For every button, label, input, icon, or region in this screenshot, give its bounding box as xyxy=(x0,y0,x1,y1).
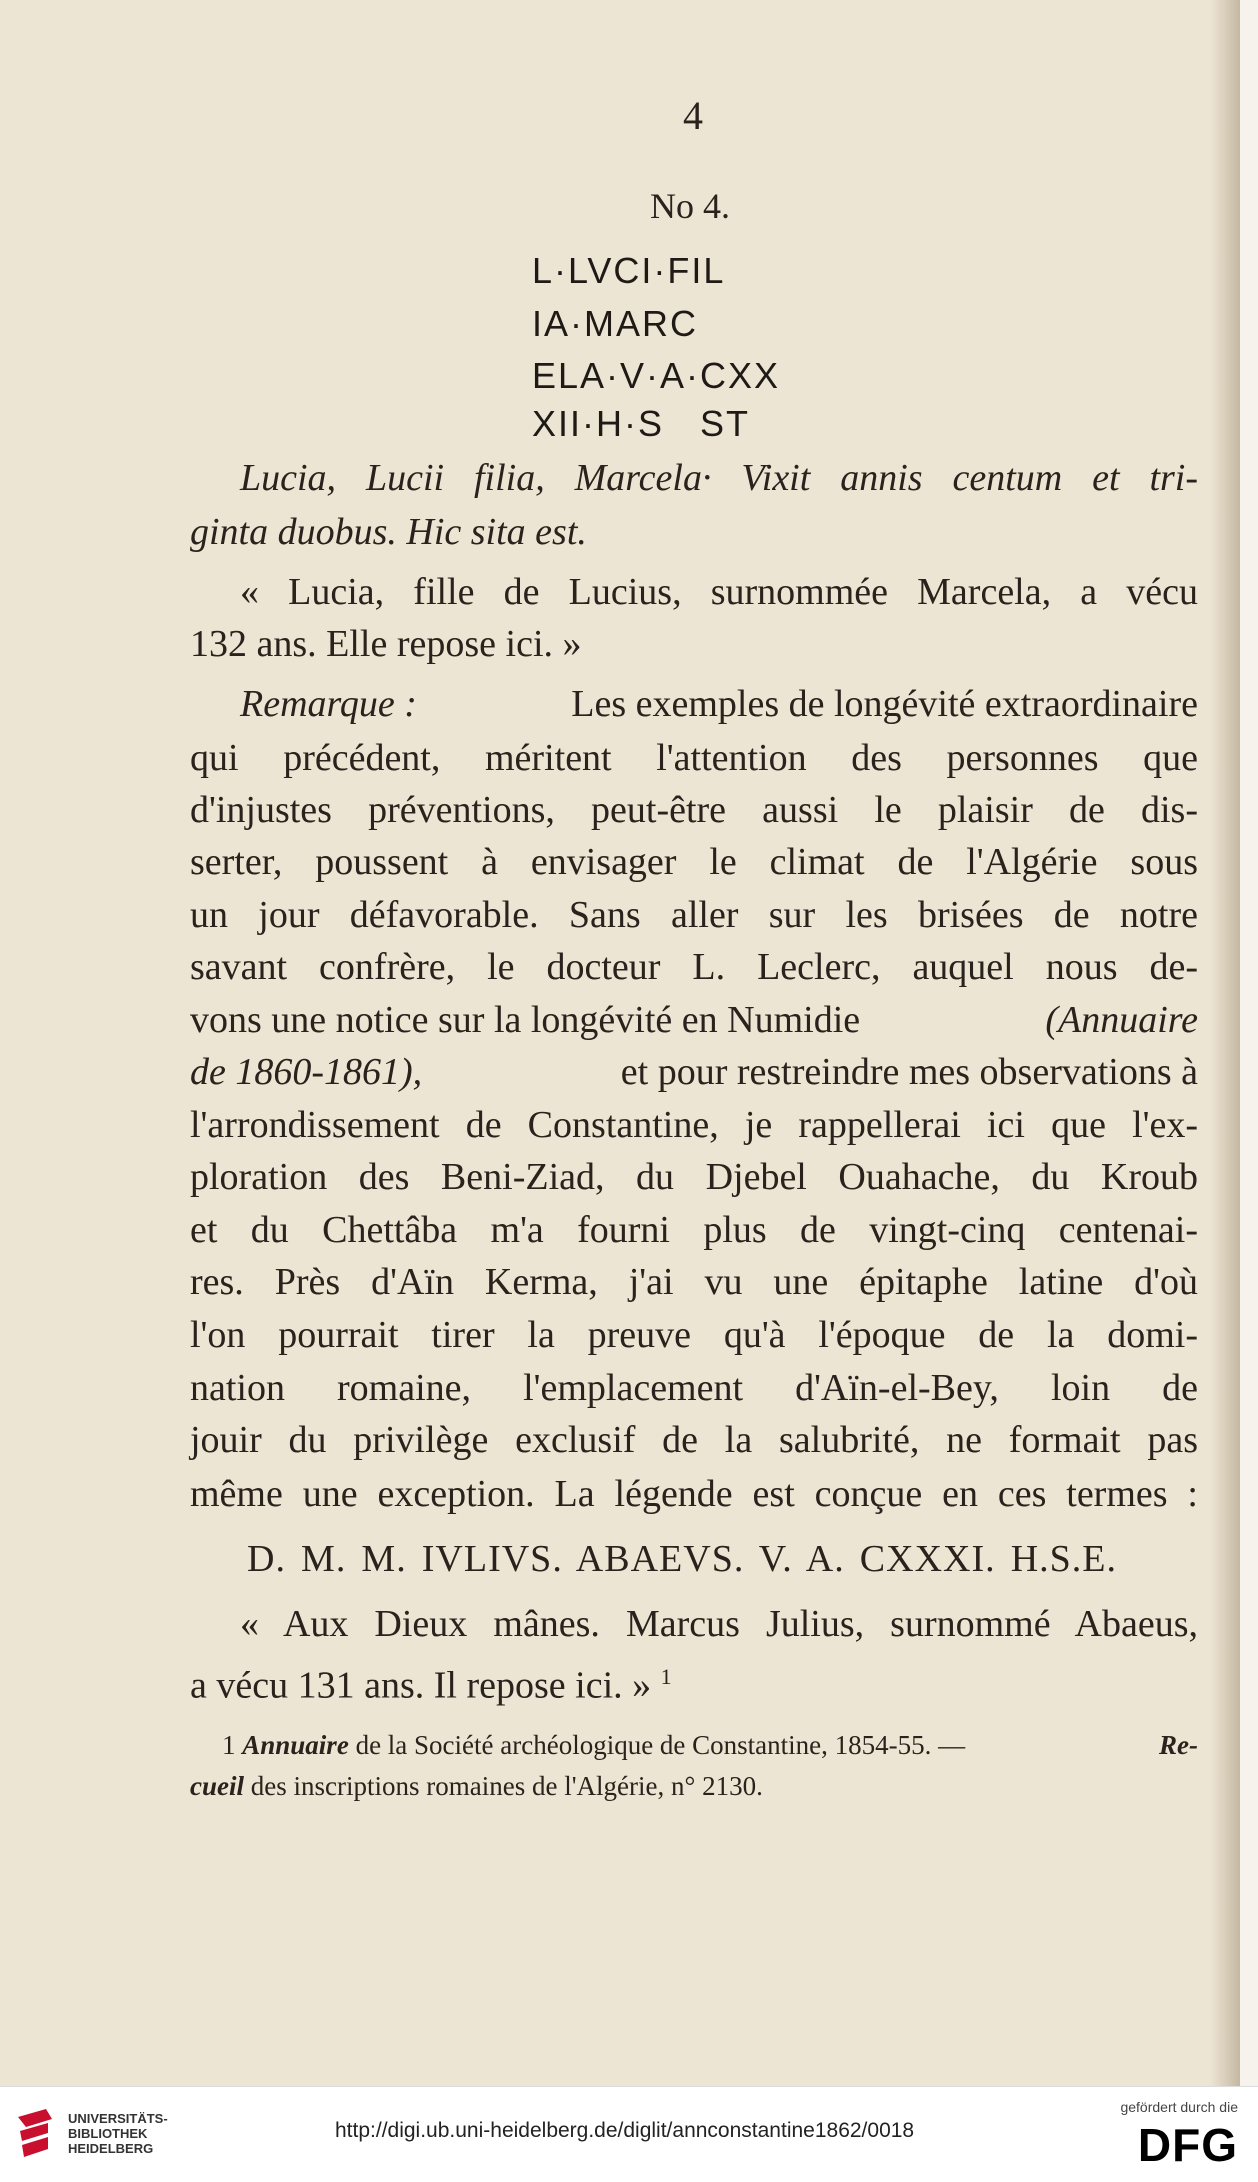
permalink-url[interactable]: http://digi.ub.uni-heidelberg.de/diglit/annconstantine1862/0018 xyxy=(335,2119,915,2142)
inscription-line: ELA·V·A·CXX xyxy=(532,355,781,396)
library-name xyxy=(68,2111,168,2156)
epitaph-translation-text: a vécu 131 ans. Il repose ici. » xyxy=(190,1664,652,1707)
inscription-number: No 4. xyxy=(650,186,730,226)
epitaph-translation-line: « Aux Dieux mânes. Marcus Julius, surnommé Abaeus, xyxy=(240,1603,1198,1645)
french-translation-line: « Lucia, fille de Lucius, surnommée Marcela, a vécu xyxy=(240,571,1198,613)
body-line: ploration des Beni-Ziad, du Djebel Ouahache, du Kroub xyxy=(190,1156,1198,1198)
body-line: jouir du privilège exclusif de la salubrité, ne formait pas xyxy=(190,1419,1198,1461)
body-line: même une exception. La légende est conçue en ces termes : xyxy=(190,1473,1198,1515)
footnote-recueil-start: Re- xyxy=(1159,1730,1198,1760)
funded-by-label: gefördert durch die xyxy=(1120,2099,1238,2115)
body-line-text: vons une notice sur la longévité en Numidie xyxy=(190,999,861,1041)
page-number: 4 xyxy=(683,93,703,138)
annuaire-years: de 1860-1861), xyxy=(190,1051,423,1093)
footnote-marker: 1 xyxy=(660,1664,672,1689)
body-line: d'injustes préventions, peut-être aussi le plaisir de dis- xyxy=(190,789,1198,831)
footnote-text: de la Société archéologique de Constantine, 1854-55. — xyxy=(355,1730,966,1760)
body-line: un jour défavorable. Sans aller sur les brisées de notre xyxy=(190,894,1198,936)
body-line: res. Près d'Aïn Kerma, j'ai vu une épitaphe latine d'où xyxy=(190,1261,1198,1303)
latin-translation-line: ginta duobus. Hic sita est. xyxy=(190,511,587,553)
body-line: l'on pourrait tirer la preuve qu'à l'époque de la domi- xyxy=(190,1314,1198,1356)
epitaph-translation-line xyxy=(190,1653,672,1710)
french-translation-line: 132 ans. Elle repose ici. » xyxy=(190,623,582,665)
inscription-line: XII·H·S ST xyxy=(532,403,751,444)
remarque-label: Remarque : xyxy=(240,683,417,725)
body-line xyxy=(190,996,1198,1044)
library-name-line: UNIVERSITÄTS- xyxy=(68,2111,168,2126)
body-line-text: et pour restreindre mes observations à xyxy=(620,1051,1198,1093)
digitization-footer xyxy=(0,2086,1258,2182)
remarque-first-text: Les exemples de longévité extraordinaire xyxy=(571,683,1198,725)
inscription-line: L·LVCI·FIL xyxy=(532,250,726,291)
footnote-line xyxy=(190,1766,763,1806)
footnote-annuaire: Annuaire xyxy=(242,1730,349,1760)
library-name-line: BIBLIOTHEK xyxy=(68,2126,148,2141)
footnote-recueil-end: cueil xyxy=(190,1771,244,1801)
body-line: et du Chettâba m'a fourni plus de vingt-cinq centenai- xyxy=(190,1209,1198,1251)
body-line xyxy=(190,1048,1198,1096)
library-logo-icon xyxy=(12,2105,62,2163)
latin-translation-line: Lucia, Lucii filia, Marcela· Vixit annis centum et tri- xyxy=(240,457,1198,499)
epitaph: D. M. M. IVLIVS. ABAEVS. V. A. CXXXI. H.S.E. xyxy=(247,1538,1117,1580)
body-line: l'arrondissement de Constantine, je rappellerai ici que l'ex- xyxy=(190,1104,1198,1146)
page-gutter-shadow xyxy=(1210,0,1240,2086)
body-line: serter, poussent à envisager le climat de l'Algérie sous xyxy=(190,841,1198,883)
footnote-line-start xyxy=(222,1725,965,1765)
inscription-line: IA·MARC xyxy=(532,303,698,344)
footnote-number: 1 xyxy=(222,1730,236,1760)
annuaire-reference: (Annuaire xyxy=(1045,999,1198,1041)
body-line: savant confrère, le docteur L. Leclerc, auquel nous de- xyxy=(190,946,1198,988)
body-line: qui précédent, méritent l'attention des personnes que xyxy=(190,737,1198,779)
footnote-line xyxy=(222,1725,1198,1765)
remarque-first-line xyxy=(240,680,1198,728)
library-name-line: HEIDELBERG xyxy=(68,2141,154,2156)
body-line: nation romaine, l'emplacement d'Aïn-el-Bey, loin de xyxy=(190,1367,1198,1409)
dfg-logo: DFG xyxy=(1137,2119,1238,2171)
footnote-text: des inscriptions romaines de l'Algérie, n° 2130. xyxy=(250,1771,763,1801)
